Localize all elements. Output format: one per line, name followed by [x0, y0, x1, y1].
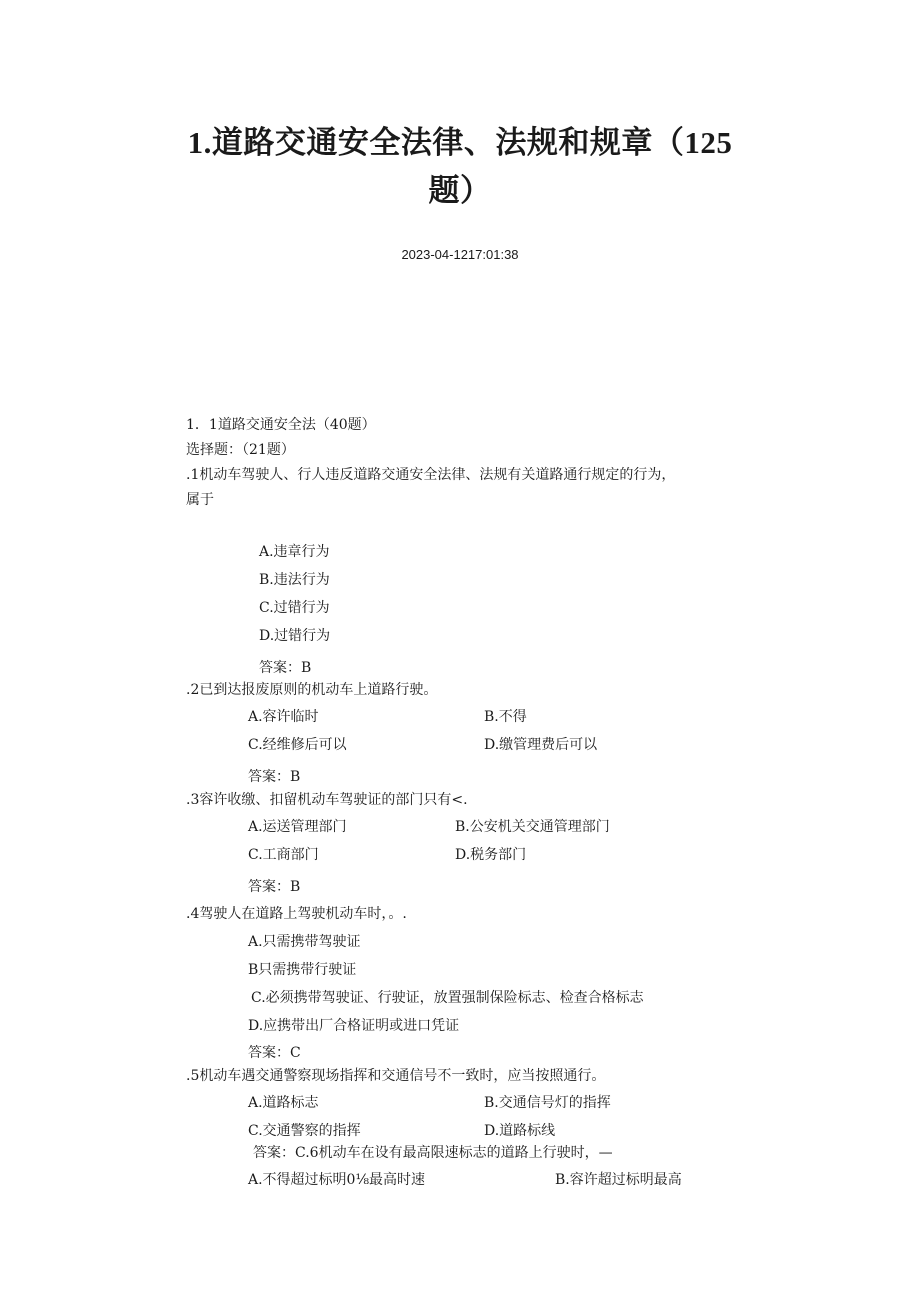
answer: 答案：C.6机动车在设有最高限速标志的道路上行驶时，—: [253, 1145, 613, 1161]
option-d: D.过错行为: [259, 628, 331, 644]
answer: 答案：C: [248, 1045, 301, 1061]
answer: 答案：B: [259, 660, 312, 676]
option-a: A.只需携带驾驶证: [248, 934, 361, 950]
option-a: A.违章行为: [259, 544, 330, 560]
option-d: D.税务部门: [455, 847, 527, 863]
section-heading: 1．1道路交通安全法（40题）: [186, 417, 376, 433]
option-b: B.交通信号灯的指挥: [484, 1095, 611, 1111]
option-c: C.经维修后可以: [248, 737, 347, 753]
timestamp: 2023-04-1217:01:38: [401, 247, 519, 262]
option-d: D.缴管理费后可以: [484, 737, 598, 753]
option-d: D.道路标线: [484, 1123, 556, 1139]
option-c: C.交通警察的指挥: [248, 1123, 361, 1139]
option-b: B.容许超过标明最高: [555, 1172, 682, 1188]
document-title-line1: 1.道路交通安全法律、法规和规章（125: [187, 125, 733, 160]
section-subheading: 选择题：（21题）: [186, 442, 295, 458]
option-b: B只需携带行驶证: [248, 962, 357, 978]
answer: 答案：B: [248, 879, 301, 895]
document-title-line2: 题）: [428, 173, 492, 208]
question-stem: .5机动车遇交通警察现场指挥和交通信号不一致时，应当按照通行。: [186, 1068, 606, 1084]
question-stem: .1机动车驾驶人、行人违反道路交通安全法律、法规有关道路通行规定的行为，: [186, 467, 676, 483]
option-b: B.不得: [484, 709, 527, 725]
option-a: A.运送管理部门: [248, 819, 347, 835]
option-b: B.违法行为: [259, 572, 330, 588]
option-c: C.工商部门: [248, 847, 319, 863]
answer: 答案：B: [248, 769, 301, 785]
option-d: D.应携带出厂合格证明或进口凭证: [248, 1018, 460, 1034]
question-stem: .3容许收缴、扣留机动车驾驶证的部门只有<.: [186, 792, 468, 808]
option-b: B.公安机关交通管理部门: [455, 819, 610, 835]
option-a: A.容许临时: [248, 709, 319, 725]
option-c: C.必须携带驾驶证、行驶证，放置强制保险标志、检查合格标志: [251, 990, 644, 1006]
option-a: A.不得超过标明0⅛最高时速: [248, 1172, 426, 1188]
question-stem: .2已到达报废原则的机动车上道路行驶。: [186, 682, 438, 698]
option-a: A.道路标志: [248, 1095, 319, 1111]
question-stem: .4驾驶人在道路上驾驶机动车时，。.: [186, 906, 407, 922]
option-c: C.过错行为: [259, 600, 330, 616]
question-stem-continued: 属于: [186, 492, 214, 508]
